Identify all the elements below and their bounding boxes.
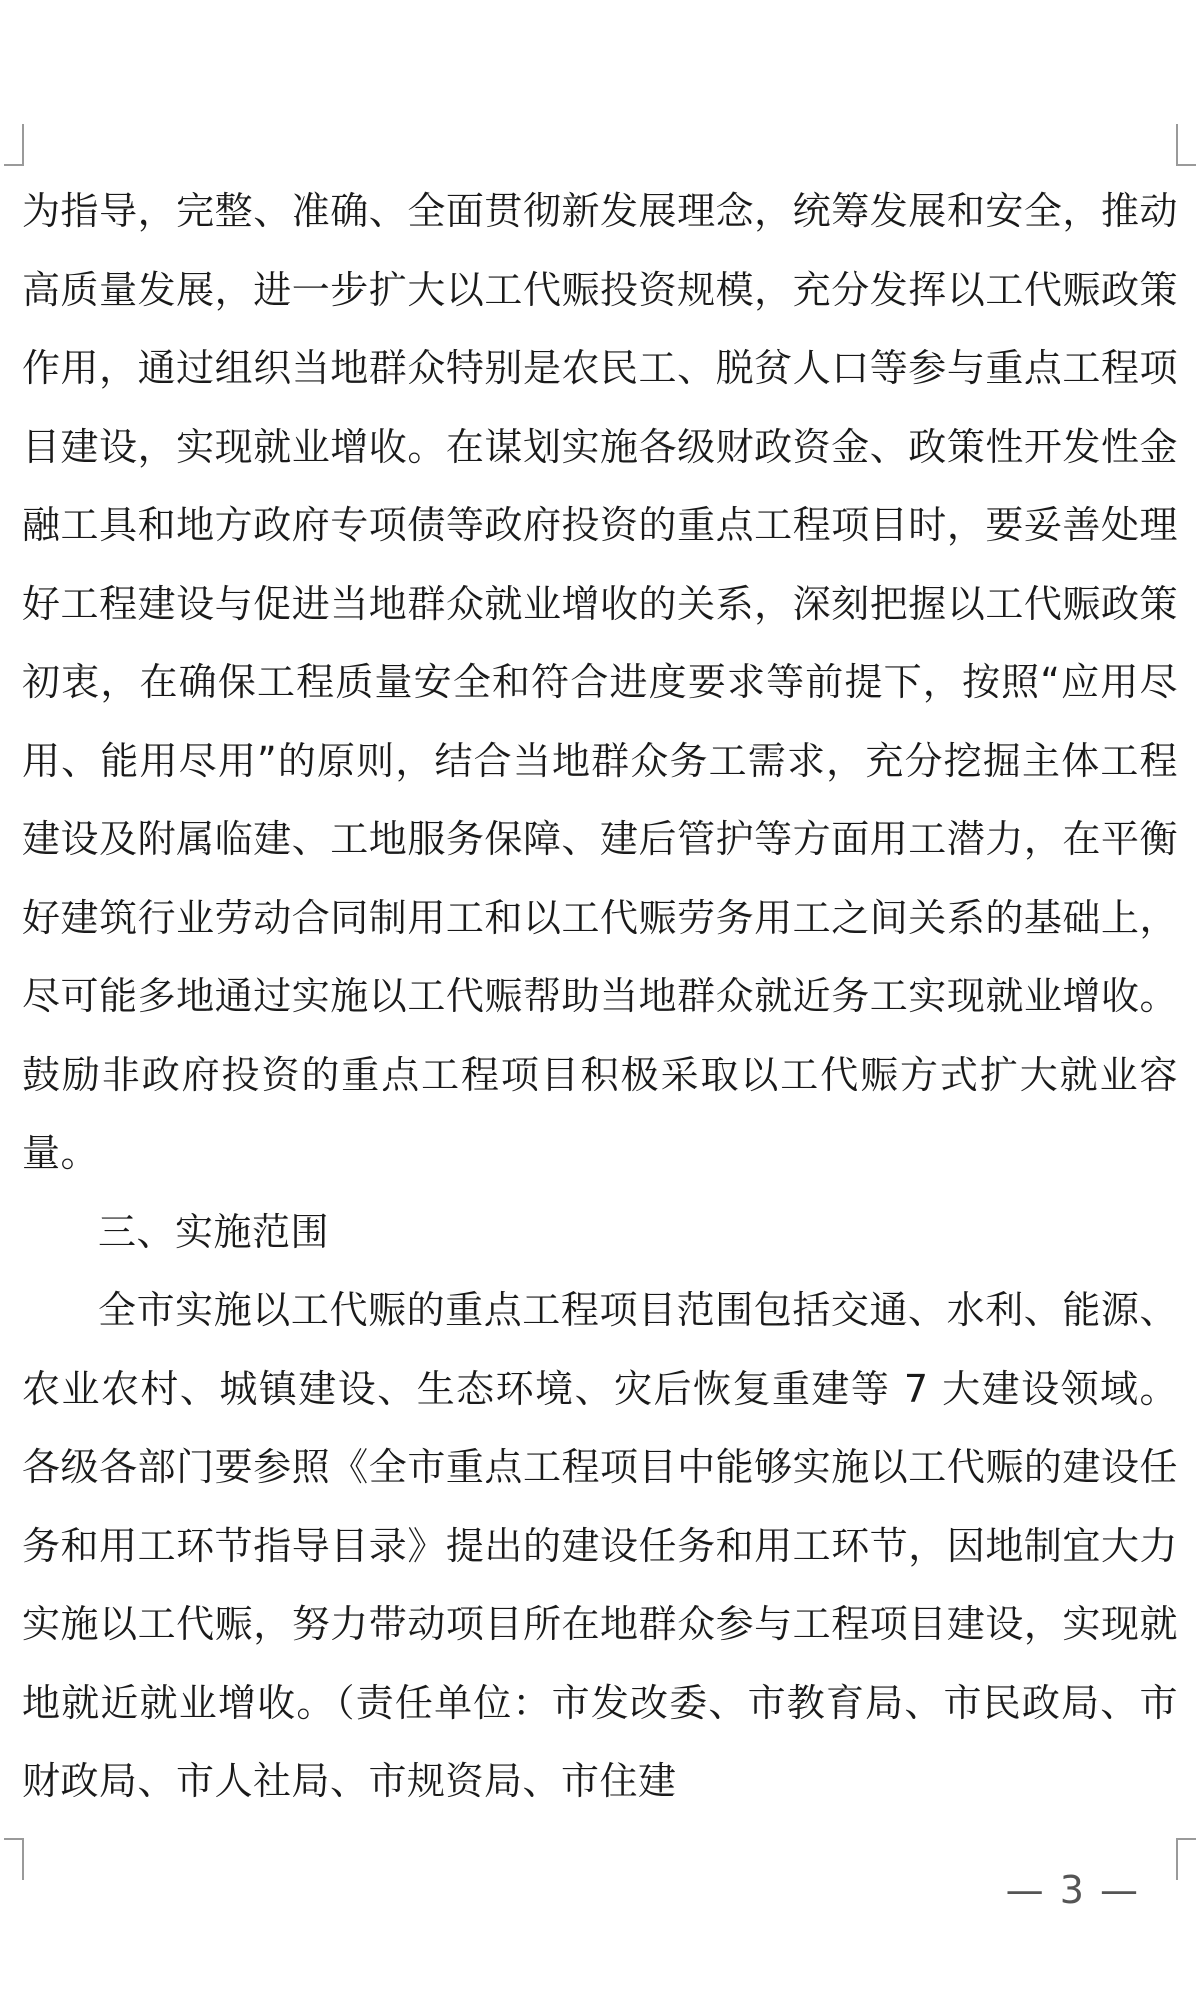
section-heading: 三、实施范围 xyxy=(98,1209,330,1254)
crop-mark-bottom-left xyxy=(4,1838,24,1880)
paragraph-continuation: 为指导，完整、准确、全面贯彻新发展理念，统筹发展和安全，推动高质量发展，进一步扩大以工代赈投资规模，充分发挥以工代赈政策作用，通过组织当地群众特别是农民工、脱贫人口等参与重点工程项目建设，实现就业增收。在谋划实施各级财政资金、政策性开发性金融工具和地方政府专项债等政府投资的重点工程项目时，要妥善处理好工程建设与促进当地群众就业增收的关系，深刻把握以工代赈政策初衷，在确保工程质量安全和符合进度要求等前提下，按照“应用尽用、能用尽用”的原则，结合当地群众务工需求，充分挖掘主体工程建设及附属临建、工地服务保障、建后管护等方面用工潜力，在平衡好建筑行业劳动合同制用工和以工代赈劳务用工之间关系的基础上，尽可能多地通过实施以工代赈帮助当地群众就近务工实现就业增收。鼓励非政府投资的重点工程项目积极采取以工代赈方式扩大就业容量。 xyxy=(22,189,1178,1175)
page-number: — 3 — xyxy=(1005,1868,1140,1912)
crop-mark-bottom-right xyxy=(1176,1838,1196,1880)
document-body xyxy=(22,172,1178,1821)
crop-mark-top-right xyxy=(1176,124,1196,166)
paragraph-scope: 全市实施以工代赈的重点工程项目范围包括交通、水利、能源、农业农村、城镇建设、生态环境、灾后恢复重建等 7 大建设领域。各级各部门要参照《全市重点工程项目中能够实施以工代赈的建设任务和用工环节指导目录》提出的建设任务和用工环节，因地制宜大力实施以工代赈，努力带动项目所在地群众参与工程项目建设，实现就地就近就业增收。（责任单位：市发改委、市教育局、市民政局、市财政局、市人社局、市规资局、市住建 xyxy=(22,1288,1178,1803)
crop-mark-top-left xyxy=(4,124,24,166)
